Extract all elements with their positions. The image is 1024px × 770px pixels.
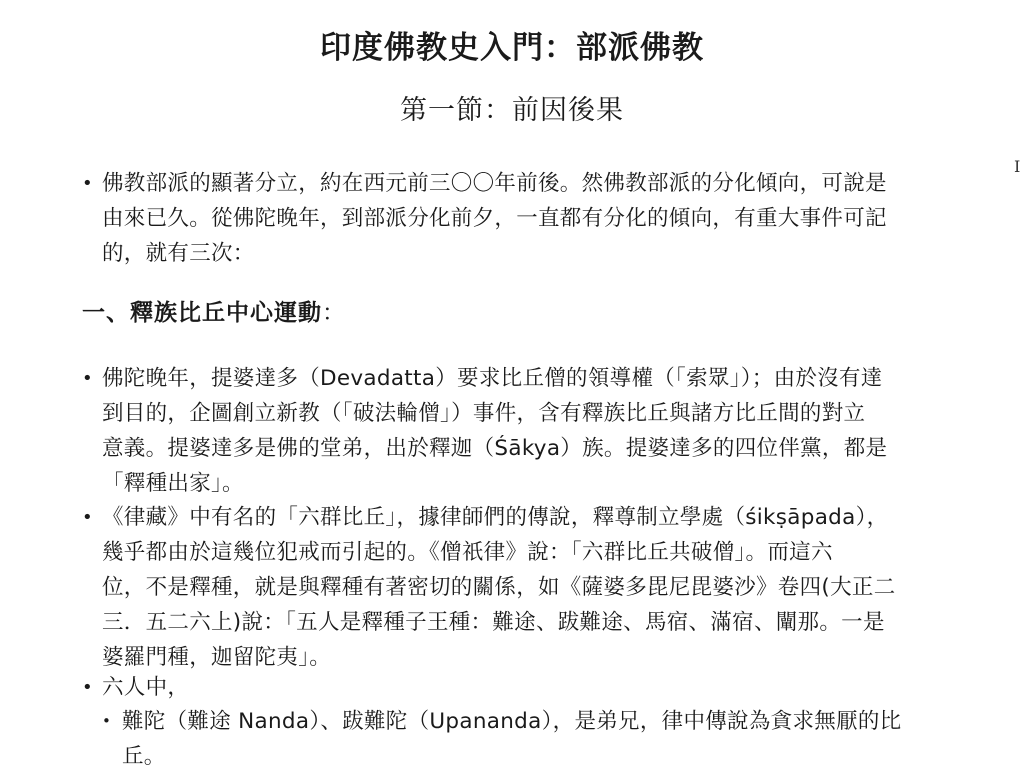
section-heading-colon: ： bbox=[322, 300, 346, 326]
section-heading-text: 一、釋族比丘中心運動 bbox=[82, 300, 322, 326]
text-line: 意義。提婆達多是佛的堂弟，出於釋迦（Śākya）族。提婆達多的四位伴黨，都是 bbox=[102, 436, 888, 461]
text-cursor-icon: I bbox=[1014, 157, 1021, 176]
text-line: 由來已久。從佛陀晚年，到部派分化前夕，一直都有分化的傾向，有重大事件可記 bbox=[102, 206, 887, 231]
bullet-icon: • bbox=[82, 507, 93, 528]
text-line: 六人中， bbox=[102, 675, 190, 700]
text-line: 佛教部派的顯著分立，約在西元前三〇〇年前後。然佛教部派的分化傾向，可說是 bbox=[102, 171, 887, 196]
bullet-paragraph-2 bbox=[102, 500, 982, 675]
sub-bullet-icon: • bbox=[102, 712, 111, 730]
text-line: 到目的，企圖創立新教（「破法輪僧」）事件，含有釋族比丘與諸方比丘間的對立 bbox=[102, 401, 866, 426]
page-title: 印度佛教史入門：部派佛教 bbox=[320, 30, 704, 66]
bullet-icon: • bbox=[82, 677, 93, 698]
text-line: 佛陀晚年，提婆達多（Devadatta）要求比丘僧的領導權（「索眾」）；由於沒有達 bbox=[102, 366, 883, 391]
intro-paragraph bbox=[102, 166, 982, 271]
section-heading bbox=[82, 294, 346, 327]
text-line: 丘。 bbox=[122, 744, 166, 769]
text-line: 婆羅門種，迦留陀夷」。 bbox=[102, 645, 332, 670]
page-subtitle: 第一節：前因後果 bbox=[400, 95, 624, 126]
sub-bullet-paragraph-1 bbox=[122, 704, 982, 770]
bullet-icon: • bbox=[82, 368, 93, 389]
text-line: 幾乎都由於這幾位犯戒而引起的。《僧祇律》說：「六群比丘共破僧」。而這六 bbox=[102, 540, 833, 565]
text-line: 的，就有三次： bbox=[102, 241, 255, 266]
bullet-paragraph-3 bbox=[102, 670, 982, 705]
text-line: 位，不是釋種，就是與釋種有著密切的關係，如《薩婆多毘尼毘婆沙》卷四(大正二 bbox=[102, 575, 896, 600]
text-line: 難陀（難途 Nanda）、跋難陀（Upananda），是弟兄，律中傳說為貪求無厭的比 bbox=[122, 709, 902, 734]
text-line: 「釋種出家」。 bbox=[102, 471, 244, 496]
bullet-paragraph-1 bbox=[102, 361, 982, 501]
text-line: 三．五二六上)說：「五人是釋種子王種：難途、跋難途、馬宿、滿宿、闡那。一是 bbox=[102, 610, 885, 635]
text-line: 《律藏》中有名的「六群比丘」，據律師們的傳說，釋尊制立學處（śikṣāpada）， bbox=[102, 505, 889, 530]
bullet-icon: • bbox=[82, 173, 93, 194]
